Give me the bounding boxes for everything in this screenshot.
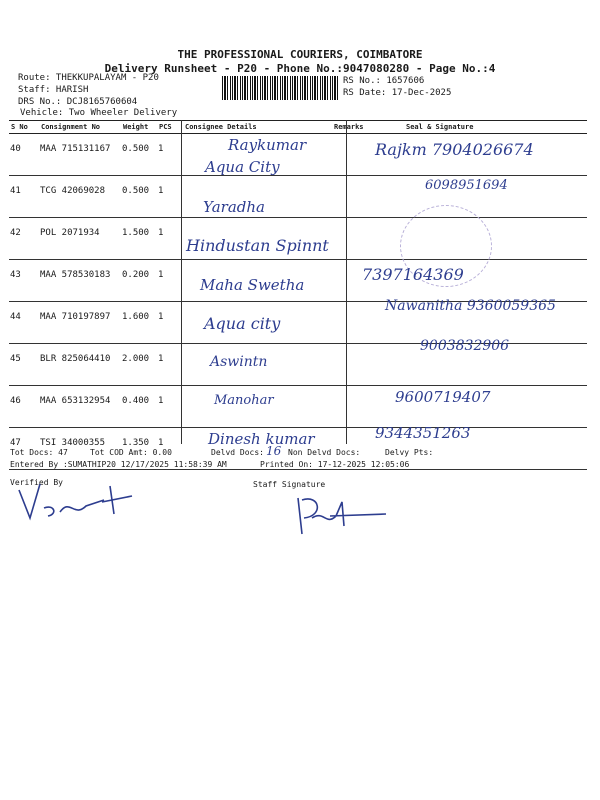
cell-weight: 0.200: [121, 260, 157, 302]
handwritten-signature: 6098951694: [425, 178, 508, 193]
handwritten-name: Aqua city: [204, 314, 281, 333]
verified-by-signature: [14, 478, 144, 526]
cell-pcs: 1: [157, 344, 183, 386]
barcode: [222, 76, 338, 100]
staff-signature-label: Staff Signature: [253, 480, 326, 489]
handwritten-signature: Nawanitha 9360059365: [385, 298, 556, 314]
rs-number: RS No.: 1657606: [343, 76, 425, 86]
page-subtitle: Delivery Runsheet - P20 - Phone No.:9047080280 - Page No.:4: [104, 62, 496, 75]
col-pcs: PCS: [157, 121, 183, 134]
cell-sno: 46: [9, 386, 39, 428]
cell-weight: 2.000: [121, 344, 157, 386]
delivered-docs: Delvd Docs:: [211, 448, 264, 457]
page-title: THE PROFESSIONAL COURIERS, COIMBATORE: [177, 48, 423, 61]
cell-weight: 0.500: [121, 176, 157, 218]
delivery-points: Delvy Pts:: [385, 448, 434, 457]
cell-sno: 40: [9, 134, 39, 176]
cell-consignment: POL 2071934: [39, 218, 121, 260]
handwritten-signature: 9003832906: [420, 338, 510, 354]
cell-consignment: MAA 578530183: [39, 260, 121, 302]
col-consignee: Consignee Details: [183, 121, 332, 134]
route-text: Route: THEKKUPALAYAM - P20: [18, 73, 159, 83]
staff-text: Staff: HARISH: [18, 85, 89, 95]
cell-pcs: 1: [157, 260, 183, 302]
handwritten-name: Manohar: [214, 393, 274, 408]
cell-consignment: MAA 710197897: [39, 302, 121, 344]
drs-text: DRS No.: DCJ8165760604: [18, 97, 138, 107]
cell-consignment: TSI 34000355: [39, 428, 121, 470]
total-docs: Tot Docs: 47: [10, 448, 68, 457]
cell-sno: 42: [9, 218, 39, 260]
cell-consignment: TCG 42069028: [39, 176, 121, 218]
total-cod-amount: Tot COD Amt: 0.00: [90, 448, 172, 457]
column-divider: [181, 120, 182, 444]
cell-pcs: 1: [157, 218, 183, 260]
handwritten-name: Aqua City: [205, 158, 280, 176]
cell-pcs: 1: [157, 176, 183, 218]
handwritten-name: Dinesh kumar: [208, 430, 315, 448]
cell-sno: 47: [9, 428, 39, 470]
table-row: [9, 386, 587, 428]
entered-by: Entered By :SUMATHIP20 12/17/2025 11:58:39 AM: [10, 460, 227, 469]
cell-weight: 0.500: [121, 134, 157, 176]
cell-sno: 43: [9, 260, 39, 302]
handwritten-name: Aswintn: [210, 354, 268, 370]
cell-consignment: MAA 715131167: [39, 134, 121, 176]
col-remarks: Remarks: [332, 121, 388, 134]
cell-pcs: 1: [157, 302, 183, 344]
col-weight: Weight: [121, 121, 157, 134]
runsheet-table: [9, 120, 587, 470]
vehicle-text: Vehicle: Two Wheeler Delivery: [20, 108, 178, 118]
handwritten-name: Raykumar: [228, 136, 307, 154]
col-seal: Seal & Signature: [388, 121, 587, 134]
handwritten-signature: 9344351263: [375, 424, 471, 442]
column-divider: [346, 120, 347, 444]
cell-weight: 1.500: [121, 218, 157, 260]
handwritten-signature: 7397164369: [362, 265, 464, 284]
cell-pcs: 1: [157, 134, 183, 176]
col-consignment: Consignment No: [39, 121, 121, 134]
cell-sno: 41: [9, 176, 39, 218]
printed-on: Printed On: 17-12-2025 12:05:06: [260, 460, 410, 469]
handwritten-name: Hindustan Spinnt: [186, 236, 329, 255]
handwritten-name: Maha Swetha: [200, 276, 305, 294]
cell-sno: 44: [9, 302, 39, 344]
cell-weight: 0.400: [121, 386, 157, 428]
cell-weight: 1.600: [121, 302, 157, 344]
cell-pcs: 1: [157, 386, 183, 428]
delivered-docs-handwritten: 16: [266, 444, 282, 458]
col-sno: S No: [9, 121, 39, 134]
cell-pcs: 1: [157, 428, 183, 470]
handwritten-name: Yaradha: [203, 198, 265, 216]
cell-consignment: MAA 653132954: [39, 386, 121, 428]
cell-sno: 45: [9, 344, 39, 386]
non-delivered-docs: Non Delvd Docs:: [288, 448, 361, 457]
cell-consignment: BLR 825064410: [39, 344, 121, 386]
staff-signature: [290, 490, 400, 540]
cell-weight: 1.350: [121, 428, 157, 470]
table-header: [9, 121, 587, 134]
handwritten-signature: 9600719407: [395, 388, 491, 406]
rs-date: RS Date: 17-Dec-2025: [343, 88, 452, 98]
handwritten-signature: Rajkm 7904026674: [375, 140, 534, 159]
verified-by-label: Verified By: [10, 478, 63, 487]
